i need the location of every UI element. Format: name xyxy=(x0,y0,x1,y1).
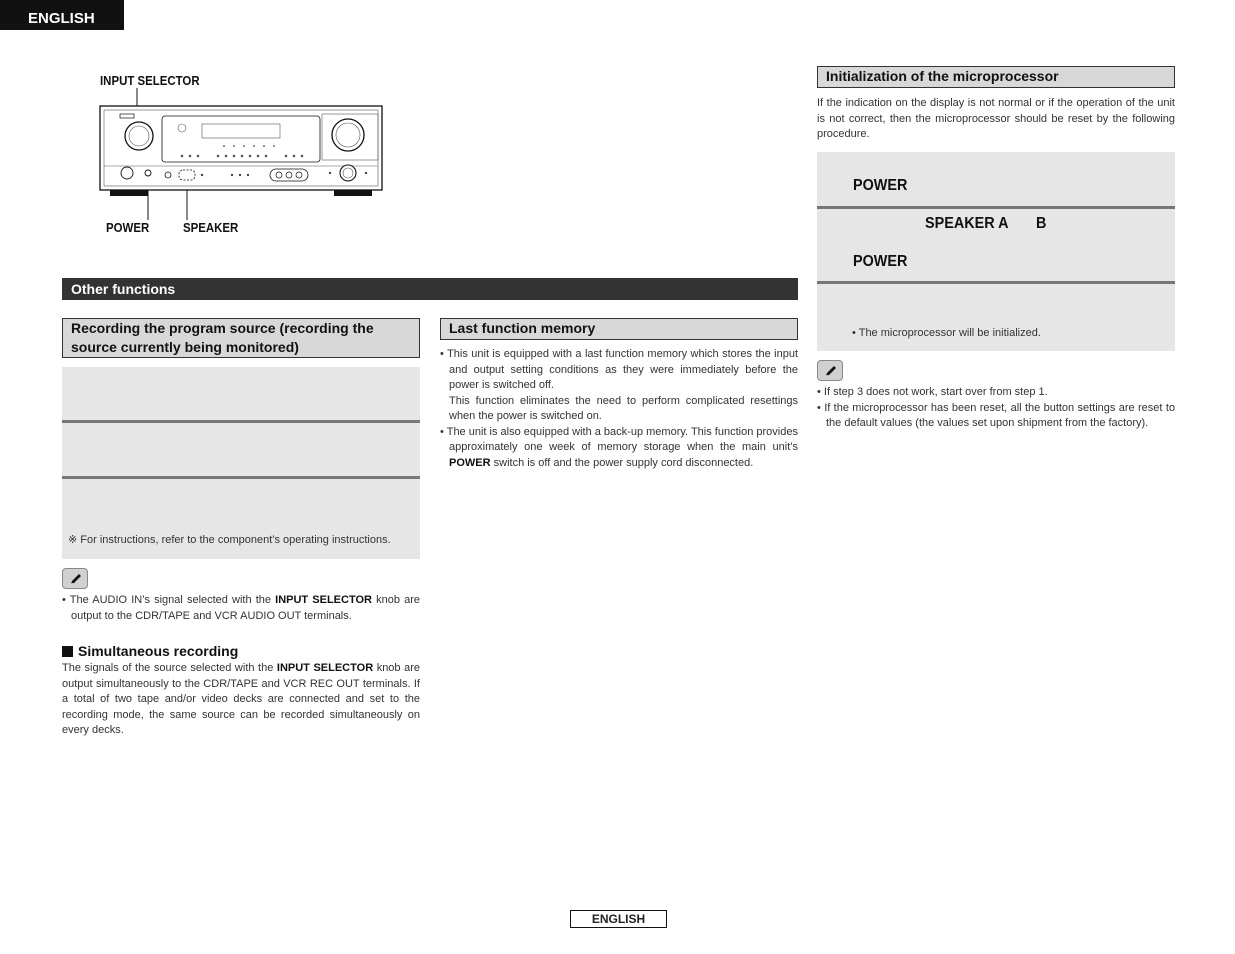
square-bullet-icon xyxy=(62,646,73,657)
recording-section-title: Recording the program source (recording the source currently being monitored) xyxy=(62,318,420,358)
note-pencil-icon xyxy=(62,568,88,589)
step-divider xyxy=(817,281,1175,284)
step3-note: • The microprocessor will be initialized. xyxy=(852,327,1041,339)
language-tab: ENGLISH xyxy=(0,0,124,30)
initialization-title: Initialization of the microprocessor xyxy=(817,66,1175,88)
recording-steps-panel xyxy=(62,367,420,559)
step1-power-keyword: POWER xyxy=(853,177,908,194)
simultaneous-recording-text: The signals of the source selected with the INPUT SELECTOR knob are output simultaneously to the CDR/TAPE and VCR REC OUT terminals. If a total of two tape and/or video decks are connected and set to the recording mode, the same source can be recorded simultaneously on every decks. xyxy=(62,662,420,736)
recording-footnote: ※ For instructions, refer to the component’s operating instructions. xyxy=(68,534,391,546)
initialization-notes: • If step 3 does not work, start over from step 1. • If the microprocessor has been reset, all the button settings are reset to the default values (the values set upon shipment from the factory). xyxy=(817,386,1175,429)
power-label: POWER xyxy=(106,220,150,235)
step2-power-keyword: POWER xyxy=(853,253,908,270)
recording-note: • The AUDIO IN’s signal selected with the INPUT SELECTOR knob are output to the CDR/TAPE and VCR AUDIO OUT terminals. xyxy=(62,594,420,622)
step2-speaker-a-keyword: SPEAKER A xyxy=(925,215,1009,232)
initialization-intro: If the indication on the display is not normal or if the operation of the unit is not correct, then the microprocessor should be reset by the following procedure. xyxy=(817,97,1175,140)
step2-speaker-b-keyword: B xyxy=(1036,215,1047,232)
input-selector-label: INPUT SELECTOR xyxy=(100,73,200,88)
step-divider xyxy=(62,420,420,423)
speaker-label: SPEAKER xyxy=(183,220,239,235)
step-divider xyxy=(817,206,1175,209)
step-divider xyxy=(62,476,420,479)
last-function-memory-title: Last function memory xyxy=(440,318,798,340)
other-functions-heading: Other functions xyxy=(62,278,798,300)
receiver-front-panel-illustration xyxy=(96,70,396,240)
footer-language-label: ENGLISH xyxy=(570,910,667,928)
last-function-memory-text: • This unit is equipped with a last function memory which stores the input and output setting conditions as they were immediately before the power is switched off. This function eliminates the need to perform complicated resettings when the power is switched on. • The unit is also equipped with a back-up memory. This function provides approximately one week of memory storage when the main unit’s POWER switch is off and the power supply cord disconnected. xyxy=(440,348,799,469)
simultaneous-recording-heading: Simultaneous recording xyxy=(62,643,238,659)
note-pencil-icon xyxy=(817,360,843,381)
